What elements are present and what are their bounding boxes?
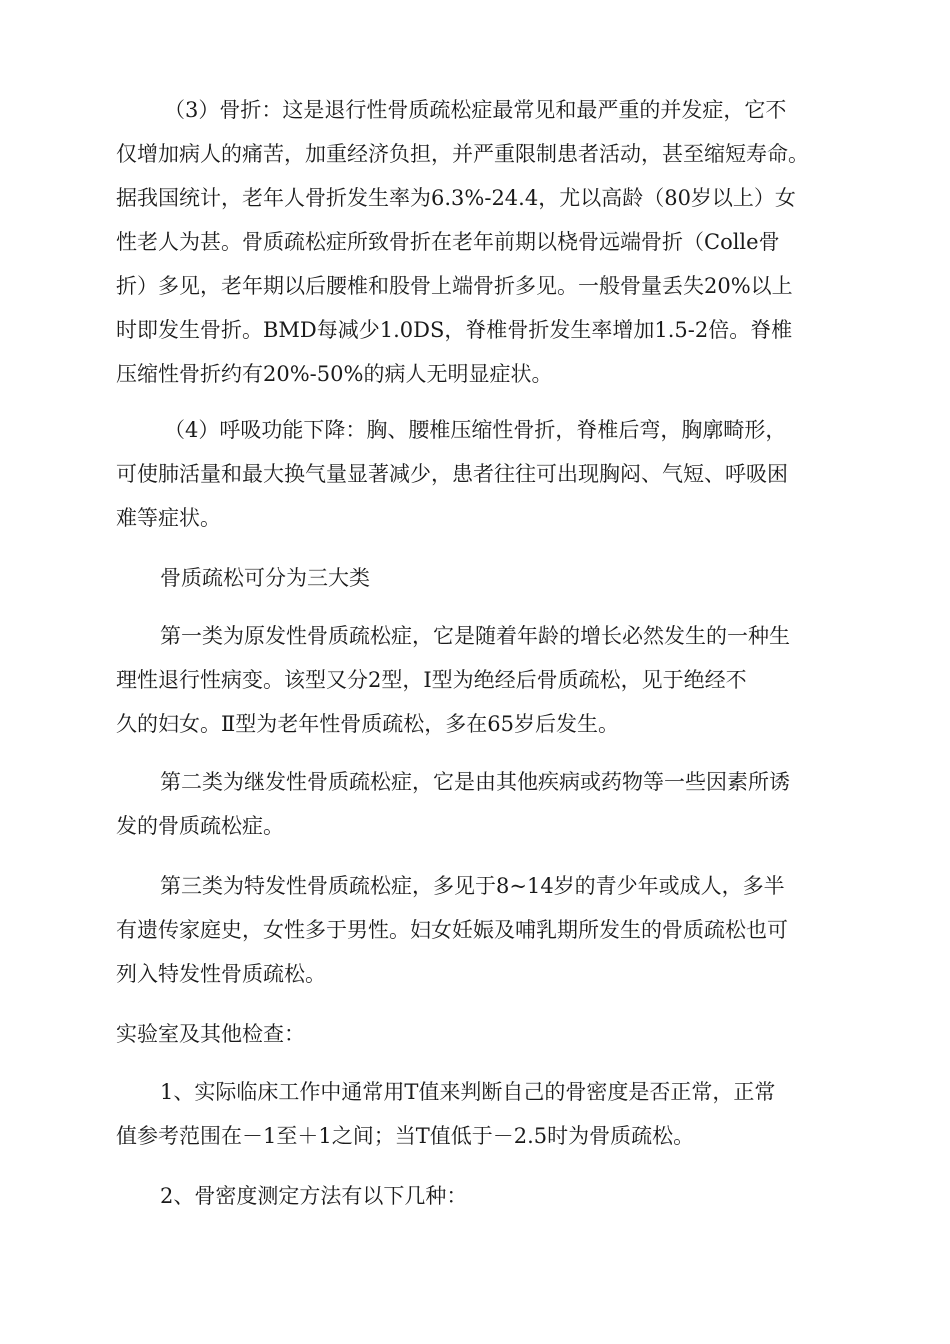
paragraph-lab-1 xyxy=(116,1070,836,1158)
paragraph-fracture xyxy=(116,88,836,396)
text-line: 第一类为原发性骨质疏松症，它是随着年龄的增长必然发生的一种生 xyxy=(160,624,790,648)
paragraph-respiratory xyxy=(116,408,836,540)
paragraph-lab-2 xyxy=(116,1174,836,1218)
paragraph-category-3 xyxy=(116,864,836,996)
section-heading: 骨质疏松可分为三大类 xyxy=(160,566,370,590)
text-line: 值参考范围在－1至＋1之间；当T值低于－2.5时为骨质疏松。 xyxy=(116,1124,695,1148)
text-line: 仅增加病人的痛苦，加重经济负担，并严重限制患者活动，甚至缩短寿命。 xyxy=(116,142,809,166)
text-line: 理性退行性病变。该型又分2型，Ⅰ型为绝经后骨质疏松，见于绝经不 xyxy=(116,668,747,692)
paragraph-lab-heading xyxy=(116,1012,836,1056)
text-line: 列入特发性骨质疏松。 xyxy=(116,962,326,986)
text-line: 难等症状。 xyxy=(116,506,221,530)
text-line: 第二类为继发性骨质疏松症，它是由其他疾病或药物等一些因素所诱 xyxy=(160,770,790,794)
text-line: 折）多见，老年期以后腰椎和股骨上端骨折多见。一般骨量丢失20%以上 xyxy=(116,274,793,298)
text-line: 第三类为特发性骨质疏松症，多见于8~14岁的青少年或成人，多半 xyxy=(160,874,785,898)
text-line: 久的妇女。Ⅱ型为老年性骨质疏松，多在65岁后发生。 xyxy=(116,712,619,736)
text-line: 有遗传家庭史，女性多于男性。妇女妊娠及哺乳期所发生的骨质疏松也可 xyxy=(116,918,788,942)
paragraph-category-1 xyxy=(116,614,836,746)
text-line: 压缩性骨折约有20%-50%的病人无明显症状。 xyxy=(116,362,553,386)
text-line: 发的骨质疏松症。 xyxy=(116,814,284,838)
text-line: （4）呼吸功能下降：胸、腰椎压缩性骨折，脊椎后弯，胸廓畸形， xyxy=(164,418,787,442)
section-heading: 实验室及其他检查： xyxy=(116,1022,305,1046)
paragraph-category-2 xyxy=(116,760,836,848)
text-line: 据我国统计，老年人骨折发生率为6.3%-24.4，尤以高龄（80岁以上）女 xyxy=(116,186,796,210)
text-line: 性老人为甚。骨质疏松症所致骨折在老年前期以桡骨远端骨折（Colle骨 xyxy=(116,230,780,254)
text-line: 可使肺活量和最大换气量显著减少，患者往往可出现胸闷、气短、呼吸困 xyxy=(116,462,788,486)
text-line: 1、实际临床工作中通常用T值来判断自己的骨密度是否正常，正常 xyxy=(160,1080,776,1104)
text-line: （3）骨折：这是退行性骨质疏松症最常见和最严重的并发症，它不 xyxy=(164,98,787,122)
text-line: 2、骨密度测定方法有以下几种： xyxy=(160,1184,468,1208)
text-line: 时即发生骨折。BMD每减少1.0DS，脊椎骨折发生率增加1.5-2倍。脊椎 xyxy=(116,318,793,342)
paragraph-categories-heading xyxy=(116,556,836,600)
